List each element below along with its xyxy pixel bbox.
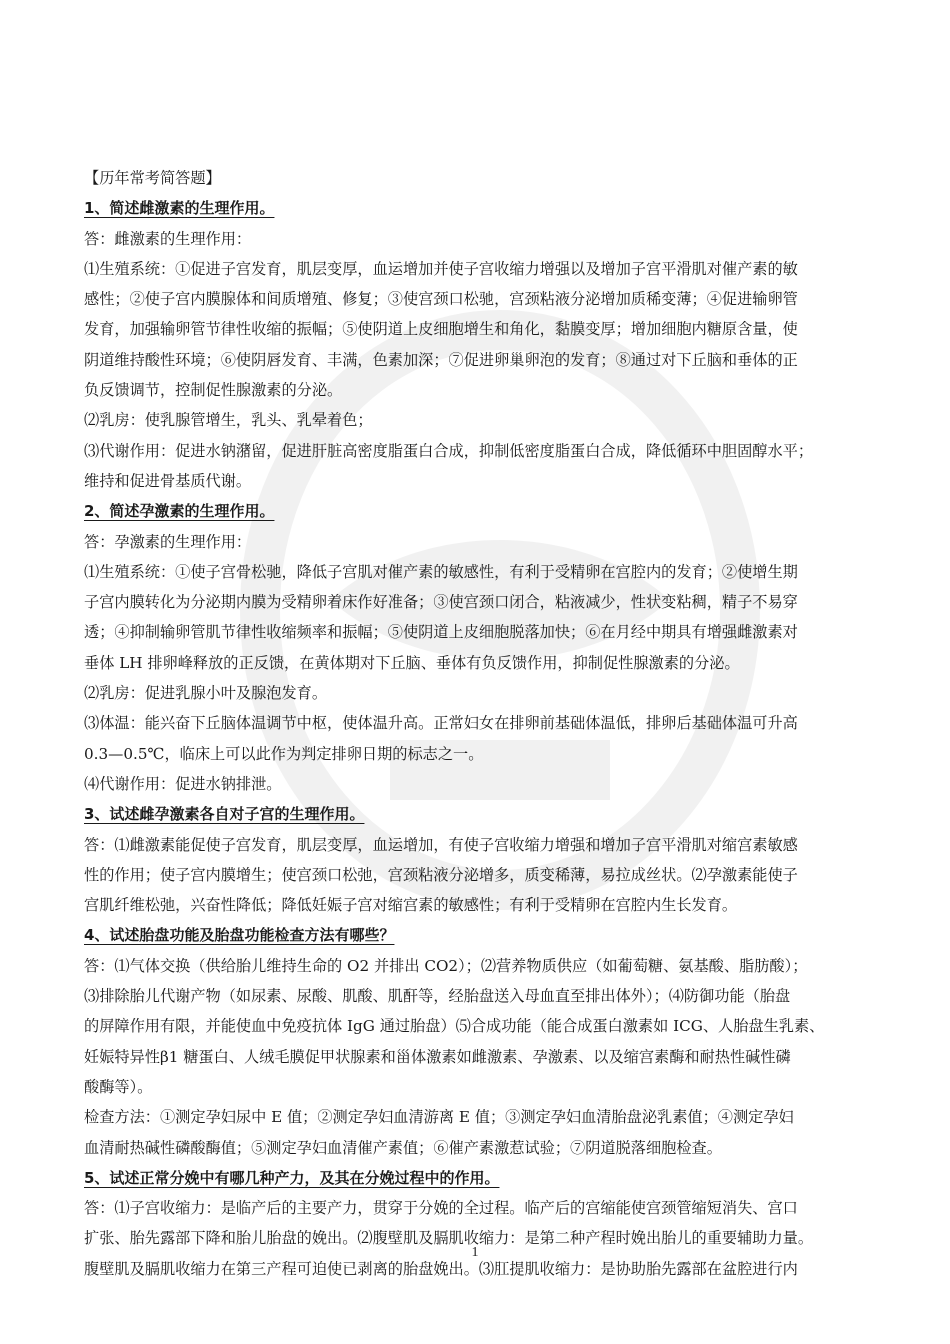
- body-text-line: 答：⑴雌激素能促使子宫发育，肌层变厚，血运增加，有使子宫收缩力增强和增加子宫平滑肌对缩宫素敏感: [84, 835, 798, 854]
- body-text-line: ⑶体温：能兴奋下丘脑体温调节中枢，使体温升高。正常妇女在排卵前基础体温低，排卵后基础体温可升高: [84, 714, 798, 733]
- body-text-line: 垂体 LH 排卵峰释放的正反馈，在黄体期对下丘脑、垂体有负反馈作用，抑制促性腺激素的分泌。: [84, 653, 740, 672]
- body-text-line: ⑶代谢作用：促进水钠潴留，促进肝脏高密度脂蛋白合成，抑制低密度脂蛋白合成，降低循环中胆固醇水平；: [84, 441, 813, 460]
- body-text-line: ⑴生殖系统：①使子宫骨松驰，降低子宫肌对催产素的敏感性，有利于受精卵在宫腔内的发育；②使增生期: [84, 562, 798, 581]
- body-text-line: 答：孕激素的生理作用：: [84, 532, 252, 551]
- question-heading: [84, 920, 868, 950]
- body-text-line: ⑵乳房：使乳腺管增生，乳头、乳晕着色；: [84, 411, 373, 430]
- body-text-line: 答：雌激素的生理作用：: [84, 229, 252, 248]
- body-text-line: 0.3—0.5℃，临床上可以此作为判定排卵日期的标志之一。: [84, 744, 484, 763]
- question-heading: [84, 799, 868, 829]
- body-text-line: 维持和促进骨基质代谢。: [84, 471, 252, 490]
- body-text-line: 宫肌纤维松弛，兴奋性降低；降低妊娠子宫对缩宫素的敏感性；有利于受精卵在宫腔内生长发育。: [84, 896, 738, 915]
- question-heading-text: 2、简述孕激素的生理作用。: [84, 502, 275, 521]
- question-heading-text: 4、试述胎盘功能及胎盘功能检查方法有哪些？: [84, 926, 395, 945]
- body-text-line: 阴道维持酸性环境；⑥使阴唇发育、丰满，色素加深；⑦促进卵巢卵泡的发育；⑧通过对下丘脑和垂体的正: [84, 350, 798, 369]
- question-heading-text: 1、简述雌激素的生理作用。: [84, 199, 275, 218]
- body-text-line: 血清耐热碱性磷酸酶值；⑤测定孕妇血清催产素值；⑥催产素激惹试验；⑦阴道脱落细胞检查。: [84, 1138, 722, 1157]
- section-title: 【历年常考简答题】: [84, 169, 221, 187]
- question-heading-text: 3、试述雌孕激素各自对子宫的生理作用。: [84, 805, 365, 824]
- document-body: [84, 163, 868, 1284]
- question-heading-text: 5、试述正常分娩中有哪几种产力，及其在分娩过程中的作用。: [84, 1168, 500, 1187]
- body-text-line: 透；④抑制输卵管肌节律性收缩频率和振幅；⑤使阴道上皮细胞脱落加快；⑥在月经中期具有增强雌激素对: [84, 623, 798, 642]
- body-text-line: 答：⑴子宫收缩力：是临产后的主要产力，贯穿于分娩的全过程。临产后的宫缩能使宫颈管缩短消失、宫口: [84, 1199, 798, 1218]
- body-text-line: 妊娠特异性β1 糖蛋白、人绒毛膜促甲状腺素和甾体激素如雌激素、孕激素、以及缩宫素酶和耐热性碱性磷: [84, 1047, 791, 1066]
- body-text-line: 性的作用；使子宫内膜增生；使宫颈口松弛，宫颈粘液分泌增多，质变稀薄，易拉成丝状。⑵孕激素能使子: [84, 865, 798, 884]
- question-heading: [84, 496, 868, 526]
- body-text-line: ⑶排除胎儿代谢产物（如尿素、尿酸、肌酸、肌酐等，经胎盘送入母血直至排出体外）；⑷防御功能（胎盘: [84, 987, 791, 1006]
- body-text-line: 扩张、胎先露部下降和胎儿胎盘的娩出。⑵腹壁肌及膈肌收缩力：是第二种产程时娩出胎儿的重要辅助力量。: [84, 1229, 813, 1248]
- body-text-line: 酸酶等）。: [84, 1077, 153, 1096]
- body-text-line: ⑷代谢作用：促进水钠排泄。: [84, 774, 282, 793]
- question-heading: [84, 1163, 868, 1193]
- body-text-line: 感性；②使子宫内膜腺体和间质增殖、修复；③使宫颈口松驰，宫颈粘液分泌增加质稀变薄；④促进输卵管: [84, 290, 798, 309]
- body-text-line: 检查方法：①测定孕妇尿中 E 值；②测定孕妇血清游离 E 值；③测定孕妇血清胎盘泌乳素值；④测定孕妇: [84, 1108, 794, 1127]
- body-text-line: 子宫内膜转化为分泌期内膜为受精卵着床作好准备；③使宫颈口闭合，粘液减少，性状变粘稠，精子不易穿: [84, 593, 798, 612]
- body-text-line: 腹壁肌及膈肌收缩力在第三产程可迫使已剥离的胎盘娩出。⑶肛提肌收缩力：是协助胎先露部在盆腔进行内: [84, 1259, 798, 1278]
- body-text-line: ⑴生殖系统：①促进子宫发育，肌层变厚，血运增加并使子宫收缩力增强以及增加子宫平滑肌对催产素的敏: [84, 259, 798, 278]
- body-text-line: ⑵乳房：促进乳腺小叶及腺泡发育。: [84, 684, 327, 703]
- body-text-line: 的屏障作用有限，并能使血中免疫抗体 IgG 通过胎盘）⑸合成功能（能合成蛋白激素如 ICG、人胎盘生乳素、: [84, 1017, 825, 1036]
- body-text-line: 答：⑴气体交换（供给胎儿维持生命的 O2 并排出 CO2）；⑵营养物质供应（如葡萄糖、氨基酸、脂肪酸）；: [84, 956, 808, 975]
- question-heading: [84, 193, 868, 223]
- body-text-line: 负反馈调节，控制促性腺激素的分泌。: [84, 381, 343, 400]
- page-number: 1: [471, 1245, 479, 1260]
- body-text-line: 发育，加强输卵管节律性收缩的振幅；⑤使阴道上皮细胞增生和角化，黏膜变厚；增加细胞内糖原含量，使: [84, 320, 798, 339]
